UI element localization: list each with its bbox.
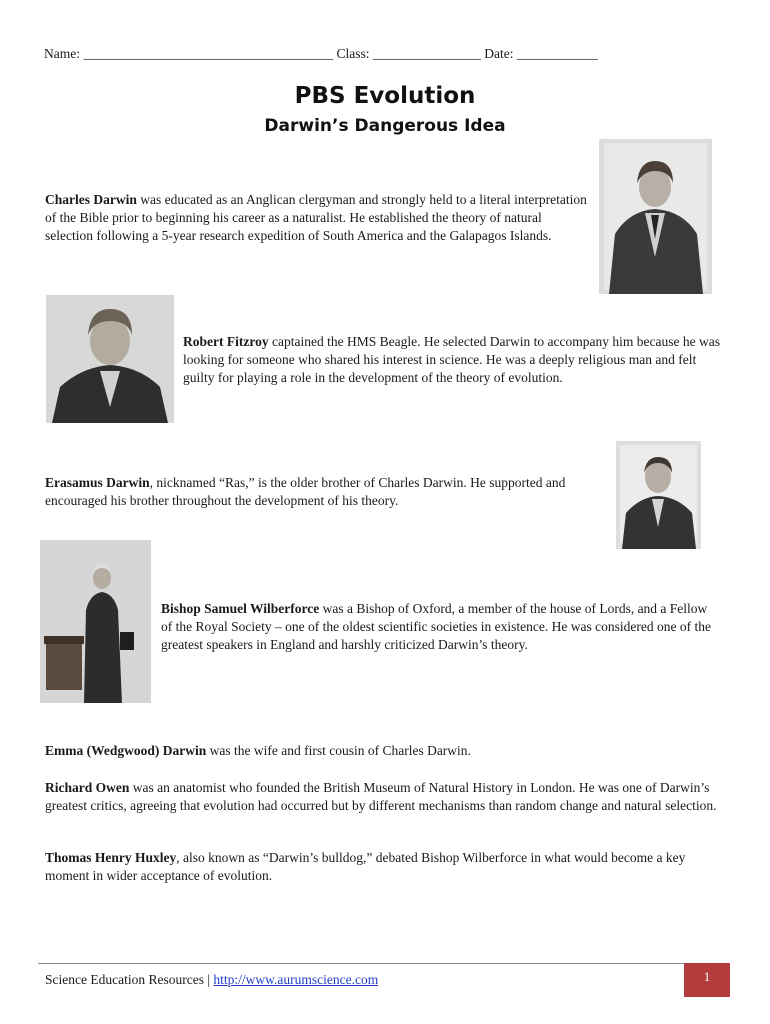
portrait-erasamus-darwin (616, 441, 701, 549)
entry-name: Thomas Henry Huxley (45, 850, 177, 865)
entry-name: Emma (Wedgwood) Darwin (45, 743, 207, 758)
footer (45, 972, 378, 988)
header-fields (44, 46, 598, 62)
portrait-charles-darwin (599, 139, 712, 294)
name-label: Name: (44, 46, 80, 61)
entry-text: was a Bishop of Oxford, a member of the house of Lords, and a Fellow of the Royal Society – one of the oldest scientific societies in existence. He was considered one of the greatest speakers in England and harshly criticized Darwin’s theory. (161, 601, 711, 652)
class-label: Class: (336, 46, 370, 61)
footer-link[interactable]: http://www.aurumscience.com (213, 972, 379, 987)
entry-name: Charles Darwin (45, 192, 137, 207)
date-blank: ____________ (516, 46, 598, 61)
footer-divider (38, 963, 730, 964)
footer-org: Science Education Resources | (45, 972, 214, 987)
entry-richard-owen (45, 779, 725, 815)
page-subtitle: Darwin’s Dangerous Idea (264, 116, 506, 136)
entry-robert-fitzroy (183, 333, 728, 387)
class-blank: ________________ (372, 46, 481, 61)
portrait-robert-fitzroy (46, 295, 174, 423)
entry-name: Robert Fitzroy (183, 334, 269, 349)
entry-thomas-huxley (45, 849, 725, 885)
entry-text: was the wife and first cousin of Charles Darwin. (206, 743, 471, 758)
entry-emma-darwin (45, 742, 725, 760)
entry-erasamus-darwin (45, 474, 590, 510)
entry-text: , also known as “Darwin’s bulldog,” debated Bishop Wilberforce in what would become a key moment in wider acceptance of evolution. (45, 850, 686, 883)
page-number-badge: 1 (684, 963, 730, 997)
page-title: PBS Evolution (294, 83, 476, 109)
entry-samuel-wilberforce (161, 600, 721, 654)
entry-text: , nicknamed “Ras,” is the older brother of Charles Darwin. He supported and encouraged his brother throughout the development of his theory. (45, 475, 566, 508)
entry-text: was an anatomist who founded the British Museum of Natural History in London. He was one of Darwin’s greatest critics, agreeing that evolution had occurred but by different mechanisms than random change and natural selection. (45, 780, 717, 813)
entry-name: Richard Owen (45, 780, 130, 795)
entry-name: Erasamus Darwin (45, 475, 150, 490)
date-label: Date: (484, 46, 514, 61)
entry-charles-darwin (45, 191, 590, 245)
entry-text: was educated as an Anglican clergyman and strongly held to a literal interpretation of the Bible prior to beginning his career as a naturalist. He established the theory of natural selection following a 5-year research expedition of South America and the Galapagos Islands. (45, 192, 587, 243)
portrait-samuel-wilberforce (40, 540, 151, 703)
entry-name: Bishop Samuel Wilberforce (161, 601, 320, 616)
entry-text: captained the HMS Beagle. He selected Darwin to accompany him because he was looking for someone who shared his interest in science. He was a deeply religious man and felt guilty for playing a role in the development of the theory of evolution. (183, 334, 720, 385)
name-blank: _____________________________________ (83, 46, 334, 61)
